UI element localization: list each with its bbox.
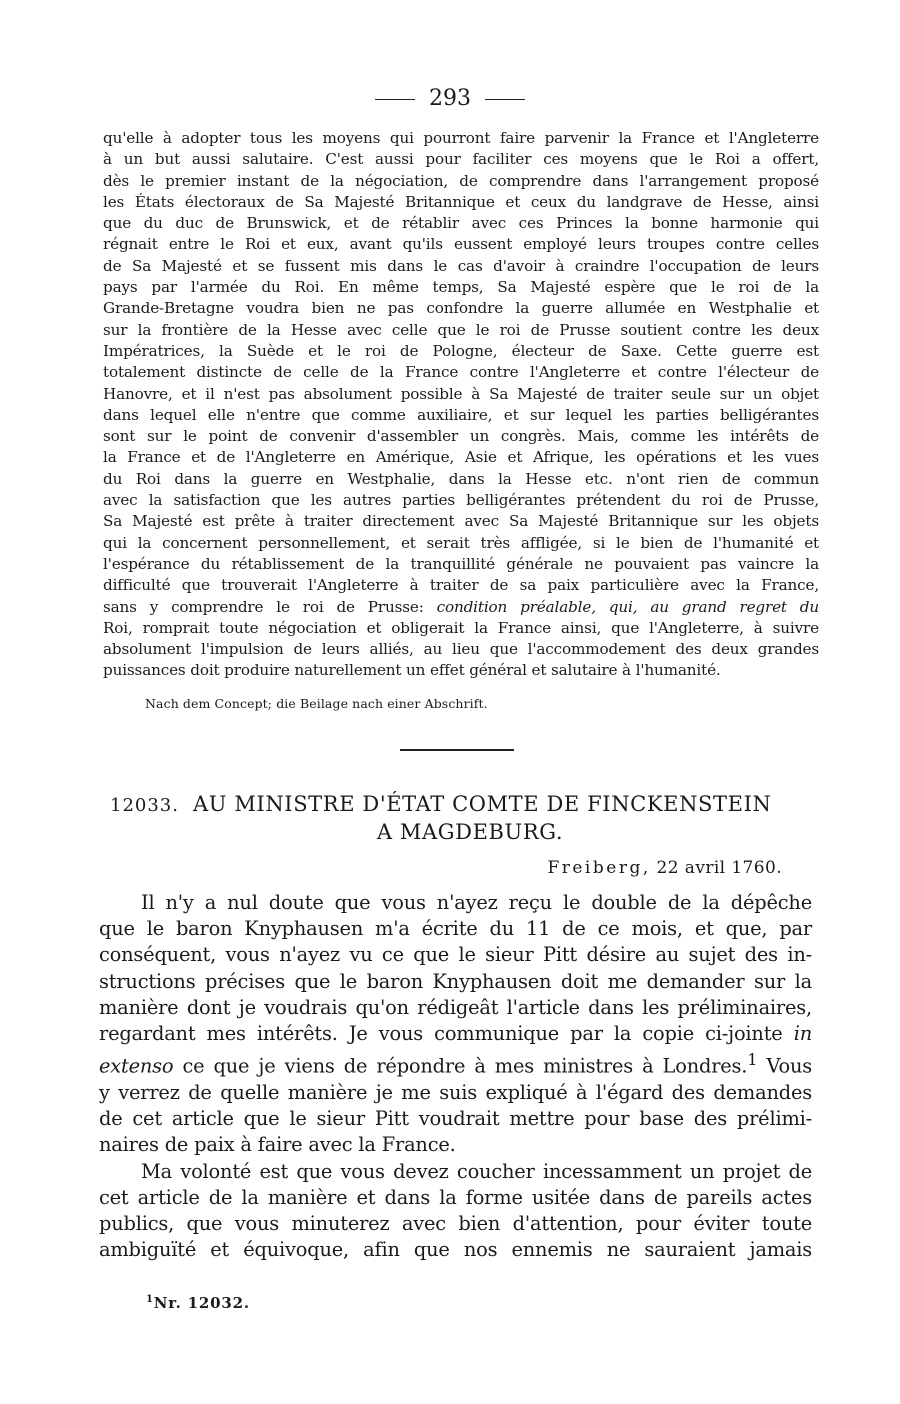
text-line: avec la satisfaction que les autres parties belligérantes prétendent du roi de Prusse,	[103, 491, 819, 510]
dateline-date: 22 avril 1760.	[656, 858, 782, 878]
footnote-text: Nr. 12032.	[153, 1294, 250, 1312]
text-line: dès le premier instant de la négociation, de comprendre dans l'arrangement proposé	[103, 171, 819, 190]
text-fragment: sans y comprendre le roi de Prusse:	[103, 597, 424, 616]
text-line: que du duc de Brunswick, et de rétablir avec ces Princes la bonne harmonie qui	[103, 214, 819, 233]
text-fragment: ce que je viens de répondre à mes ministres à Londres.	[182, 1054, 748, 1078]
text-fragment: Vous	[766, 1054, 813, 1078]
text-line: que le baron Knyphausen m'a écrite du 11 de ce mois, et que, par	[99, 917, 812, 941]
italic-word: extenso	[99, 1054, 174, 1078]
text-line: Ma volonté est que vous devez coucher incessamment un projet de	[141, 1159, 812, 1183]
text-line: naires de paix à faire avec la France.	[99, 1133, 456, 1157]
text-line: sur la frontière de la Hesse avec celle que le roi de Prusse soutient contre les deux	[103, 320, 819, 339]
letter-heading	[110, 791, 810, 845]
continuation-text	[103, 128, 819, 682]
text-line: puissances doit produire naturellement un effet général et salutaire à l'humanité.	[103, 661, 721, 680]
text-line: Impératrices, la Suède et le roi de Pologne, électeur de Saxe. Cette guerre est	[103, 341, 819, 360]
text-line-mixed	[103, 597, 819, 618]
letter-number: 12033.	[110, 795, 179, 816]
text-line: qu'elle à adopter tous les moyens qui pourront faire parvenir la France et l'Angleterre	[103, 129, 819, 147]
text-line: difficulté que trouverait l'Angleterre à traiter de sa paix particulière avec la France,	[103, 576, 819, 595]
text-line: structions précises que le baron Knyphausen doit me demander sur la	[99, 969, 812, 993]
text-line: publics, que vous minuterez avec bien d'attention, pour éviter toute	[99, 1211, 812, 1235]
letter-body	[99, 890, 812, 1263]
text-line: pays par l'armée du Roi. En même temps, Sa Majesté espère que le roi de la	[103, 278, 819, 297]
text-line: les États électoraux de Sa Majesté Britannique et ceux du landgrave de Hesse, ainsi	[103, 192, 819, 211]
text-line: cet article de la manière et dans la forme usitée dans de pareils actes	[99, 1185, 812, 1209]
dateline	[547, 858, 782, 878]
text-line: du Roi dans la guerre en Westphalie, dans la Hesse etc. n'ont rien de commun	[103, 469, 819, 488]
footnote-ref: 1	[747, 1050, 758, 1070]
text-line: à un but aussi salutaire. C'est aussi pour faciliter ces moyens que le Roi a offert,	[103, 150, 819, 169]
text-line: la France et de l'Angleterre en Amérique, Asie et Afrique, les opérations et les vues	[103, 448, 819, 467]
italic-word: in	[793, 1022, 813, 1046]
footnote	[146, 1294, 250, 1312]
text-line: sont sur le point de convenir d'assembler un congrès. Mais, comme les intérêts de	[103, 427, 819, 446]
letter-heading-line1	[110, 791, 810, 819]
text-line: absolument l'impulsion de leurs alliés, au lieu que l'accommodement des deux grandes	[103, 640, 819, 659]
footnote-marker: 1	[146, 1294, 154, 1305]
text-line: Roi, romprait toute négociation et obligerait la France ainsi, que l'Angleterre, à suivre	[103, 618, 819, 637]
text-line-mixed	[99, 1047, 812, 1080]
page-number-dash-right	[485, 99, 525, 100]
text-line: de Sa Majesté et se fussent mis dans le cas d'avoir à craindre l'occupation de leurs	[103, 256, 819, 275]
source-note: Nach dem Concept; die Beilage nach einer Abschrift.	[145, 696, 488, 711]
text-line: conséquent, vous n'ayez vu ce que le sieur Pitt désire au sujet des in-	[99, 943, 812, 967]
text-line: dans lequel elle n'entre que comme auxiliaire, et sur lequel les parties belligérantes	[103, 405, 819, 424]
text-line: qui la concernent personnellement, et serait très affligée, si le bien de l'humanité et	[103, 533, 819, 552]
text-line: Grande-Bretagne voudra bien ne pas confondre la guerre allumée en Westphalie et	[103, 299, 819, 318]
text-line-mixed	[99, 1021, 812, 1047]
page-number-text: 293	[429, 86, 471, 111]
text-line: y verrez de quelle manière je me suis expliqué à l'égard des demandes	[99, 1080, 812, 1104]
page-number-dash-left	[375, 99, 415, 100]
letter-title-line1: AU MINISTRE D'ÉTAT COMTE DE FINCKENSTEIN	[192, 792, 772, 816]
text-line: de cet article que le sieur Pitt voudrait mettre pour base des prélimi-	[99, 1107, 812, 1131]
text-line: totalement distincte de celle de la France contre l'Angleterre et contre l'électeur de	[103, 363, 819, 382]
letter-title-line2: A MAGDEBURG.	[376, 820, 564, 844]
text-line: Sa Majesté est prête à traiter directement avec Sa Majesté Britannique sur les objets	[103, 512, 819, 531]
text-line: ambiguïté et équivoque, afin que nos ennemis ne sauraient jamais	[99, 1238, 812, 1262]
dateline-place: Freiberg,	[547, 858, 651, 878]
page-number	[0, 86, 900, 111]
text-fragment: regardant mes intérêts. Je vous communique par la copie ci-jointe	[99, 1022, 783, 1046]
text-line: manière dont je voudrais qu'on rédigeât l'article dans les préliminaires,	[99, 995, 812, 1019]
text-line: l'espérance du rétablissement de la tranquillité générale ne pouvaient pas vaincre la	[103, 554, 819, 573]
italic-phrase: condition préalable, qui, au grand regret du	[436, 597, 820, 616]
text-line: régnait entre le Roi et eux, avant qu'ils eussent employé leurs troupes contre celles	[103, 235, 819, 254]
text-line: Il n'y a nul doute que vous n'ayez reçu le double de la dépêche	[141, 891, 812, 914]
text-line: Hanovre, et il n'est pas absolument possible à Sa Majesté de traiter seule sur un objet	[103, 384, 819, 403]
section-divider	[400, 749, 514, 751]
